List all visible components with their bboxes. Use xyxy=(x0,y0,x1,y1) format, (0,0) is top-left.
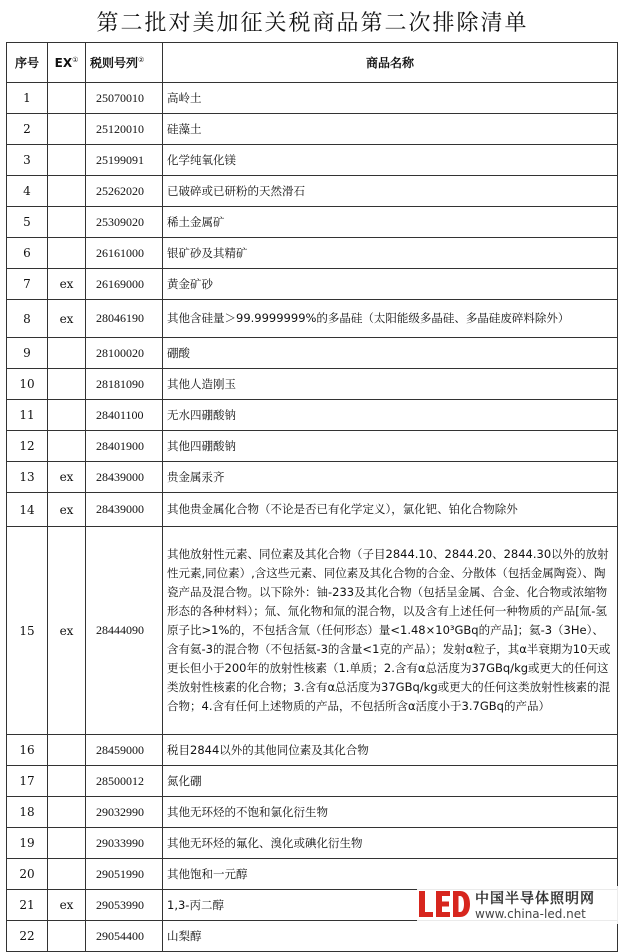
row-name: 贵金属汞齐 xyxy=(163,462,618,493)
row-code: 28444090 xyxy=(86,527,163,735)
row-seq: 5 xyxy=(7,207,48,238)
row-code: 28100020 xyxy=(86,338,163,369)
row-name: 化学纯氧化镁 xyxy=(163,145,618,176)
row-ex xyxy=(48,145,86,176)
table-row xyxy=(7,369,618,400)
row-ex xyxy=(48,83,86,114)
row-ex: ex xyxy=(48,493,86,527)
row-ex xyxy=(48,207,86,238)
row-code: 29033990 xyxy=(86,828,163,859)
row-name: 黄金矿砂 xyxy=(163,269,618,300)
row-ex xyxy=(48,859,86,890)
row-name: 已破碎或已研粉的天然滑石 xyxy=(163,176,618,207)
row-name: 硅藻土 xyxy=(163,114,618,145)
row-ex xyxy=(48,766,86,797)
row-seq: 18 xyxy=(7,797,48,828)
row-ex xyxy=(48,338,86,369)
row-name: 硼酸 xyxy=(163,338,618,369)
row-seq: 22 xyxy=(7,921,48,952)
header-seq: 序号 xyxy=(7,43,48,83)
row-name: 其他饱和一元醇 xyxy=(163,859,618,890)
table-row xyxy=(7,797,618,828)
site-url: www.china-led.net xyxy=(475,907,586,921)
table-row xyxy=(7,338,618,369)
row-code: 26161000 xyxy=(86,238,163,269)
row-code: 25262020 xyxy=(86,176,163,207)
row-seq: 9 xyxy=(7,338,48,369)
row-name: 其他贵金属化合物（不论是否已有化学定义），氯化钯、铂化合物除外 xyxy=(163,493,618,527)
row-seq: 11 xyxy=(7,400,48,431)
header-name: 商品名称 xyxy=(163,43,618,83)
row-seq: 19 xyxy=(7,828,48,859)
row-ex xyxy=(48,238,86,269)
row-code: 28046190 xyxy=(86,300,163,338)
row-code: 28439000 xyxy=(86,462,163,493)
led-logo-icon xyxy=(417,888,471,922)
row-ex xyxy=(48,431,86,462)
table-row xyxy=(7,766,618,797)
row-ex xyxy=(48,369,86,400)
table-row xyxy=(7,828,618,859)
table-row xyxy=(7,859,618,890)
table-row xyxy=(7,300,618,338)
table-row xyxy=(7,83,618,114)
row-code: 25199091 xyxy=(86,145,163,176)
row-ex: ex xyxy=(48,269,86,300)
row-ex xyxy=(48,114,86,145)
footnote-mark: ② xyxy=(138,56,145,64)
row-name: 1,3-丙二醇 xyxy=(163,890,618,921)
table-row xyxy=(7,462,618,493)
row-ex: ex xyxy=(48,890,86,921)
row-name: 其他含硅量＞99.9999999%的多晶硅（太阳能级多晶硅、多晶硅废碎料除外） xyxy=(163,300,618,338)
row-name: 高岭土 xyxy=(163,83,618,114)
row-name: 稀土金属矿 xyxy=(163,207,618,238)
row-ex: ex xyxy=(48,462,86,493)
row-seq: 14 xyxy=(7,493,48,527)
table-row xyxy=(7,493,618,527)
row-name: 其他人造刚玉 xyxy=(163,369,618,400)
row-ex xyxy=(48,400,86,431)
row-name: 无水四硼酸钠 xyxy=(163,400,618,431)
row-code: 25120010 xyxy=(86,114,163,145)
row-name: 其他四硼酸钠 xyxy=(163,431,618,462)
row-code: 28439000 xyxy=(86,493,163,527)
header-ex: EX① xyxy=(48,43,86,83)
row-code: 29032990 xyxy=(86,797,163,828)
table-row xyxy=(7,400,618,431)
row-name: 其他无环烃的不饱和氯化衍生物 xyxy=(163,797,618,828)
row-code: 25070010 xyxy=(86,83,163,114)
exclusion-list-table xyxy=(6,42,618,952)
row-seq: 2 xyxy=(7,114,48,145)
row-seq: 21 xyxy=(7,890,48,921)
document-title: 第二批对美加征关税商品第二次排除清单 xyxy=(96,11,529,36)
table-row xyxy=(7,269,618,300)
row-ex: ex xyxy=(48,527,86,735)
table-row xyxy=(7,114,618,145)
table-row xyxy=(7,921,618,952)
header-code: 税则号列② xyxy=(86,43,163,83)
row-seq: 17 xyxy=(7,766,48,797)
row-code: 25309020 xyxy=(86,207,163,238)
row-ex xyxy=(48,176,86,207)
row-ex xyxy=(48,735,86,766)
row-code: 28181090 xyxy=(86,369,163,400)
row-code: 29053990 xyxy=(86,890,163,921)
row-name: 山梨醇 xyxy=(163,921,618,952)
table-row xyxy=(7,238,618,269)
site-watermark xyxy=(417,886,621,924)
row-name: 其他放射性元素、同位素及其化合物（子目2844.10、2844.20、2844.30以外的放射性元素,同位素）,含这些元素、同位素及其化合物的合金、分散体（包括金属陶瓷）、陶瓷产品及混合物。以下除外：铀-233及其化合物（包括呈金属、合金、化合物或浓缩物形态的各种材料）；氚、氚化物和氚的混合物，以及含有上述任何一种物质的产品[氚-氢原子比>1%的，不包括含氚（任何形态）量<1.48×10³GBq的产品]；氦-3（3He）、含有氦-3的混合物（不包括氦-3的含量<1克的产品）；发射α粒子，其α半衰期为10天或更长但小于200年的放射性核素（1.单质；2.含有α总活度为37GBq/kg或更大的任何这类放射性核素的化合物；3.含有α总活度为37GBq/kg或更大的任何这类放射性核素的混合物；4.含有任何上述物质的产品，不包括所含α活度小于3.7GBq的产品） xyxy=(163,527,618,735)
site-name: 中国半导体照明网 xyxy=(475,891,595,907)
table-row xyxy=(7,735,618,766)
row-code: 28459000 xyxy=(86,735,163,766)
table-header-row xyxy=(7,43,618,83)
row-name: 银矿砂及其精矿 xyxy=(163,238,618,269)
row-ex xyxy=(48,828,86,859)
row-seq: 20 xyxy=(7,859,48,890)
table-row xyxy=(7,207,618,238)
row-seq: 13 xyxy=(7,462,48,493)
row-seq: 6 xyxy=(7,238,48,269)
row-seq: 4 xyxy=(7,176,48,207)
row-seq: 12 xyxy=(7,431,48,462)
table-row xyxy=(7,431,618,462)
table-row xyxy=(7,145,618,176)
row-ex: ex xyxy=(48,300,86,338)
row-seq: 3 xyxy=(7,145,48,176)
row-code: 29054400 xyxy=(86,921,163,952)
row-seq: 16 xyxy=(7,735,48,766)
row-seq: 8 xyxy=(7,300,48,338)
row-seq: 15 xyxy=(7,527,48,735)
row-name: 其他无环烃的氟化、溴化或碘化衍生物 xyxy=(163,828,618,859)
row-seq: 1 xyxy=(7,83,48,114)
row-ex xyxy=(48,921,86,952)
row-code: 28401900 xyxy=(86,431,163,462)
row-seq: 10 xyxy=(7,369,48,400)
row-code: 29051990 xyxy=(86,859,163,890)
row-code: 26169000 xyxy=(86,269,163,300)
row-code: 28401100 xyxy=(86,400,163,431)
table-row xyxy=(7,176,618,207)
row-name: 税目2844以外的其他同位素及其化合物 xyxy=(163,735,618,766)
table-row xyxy=(7,527,618,735)
row-seq: 7 xyxy=(7,269,48,300)
footnote-mark: ① xyxy=(72,55,79,64)
row-name: 氮化硼 xyxy=(163,766,618,797)
row-code: 28500012 xyxy=(86,766,163,797)
row-ex xyxy=(48,797,86,828)
